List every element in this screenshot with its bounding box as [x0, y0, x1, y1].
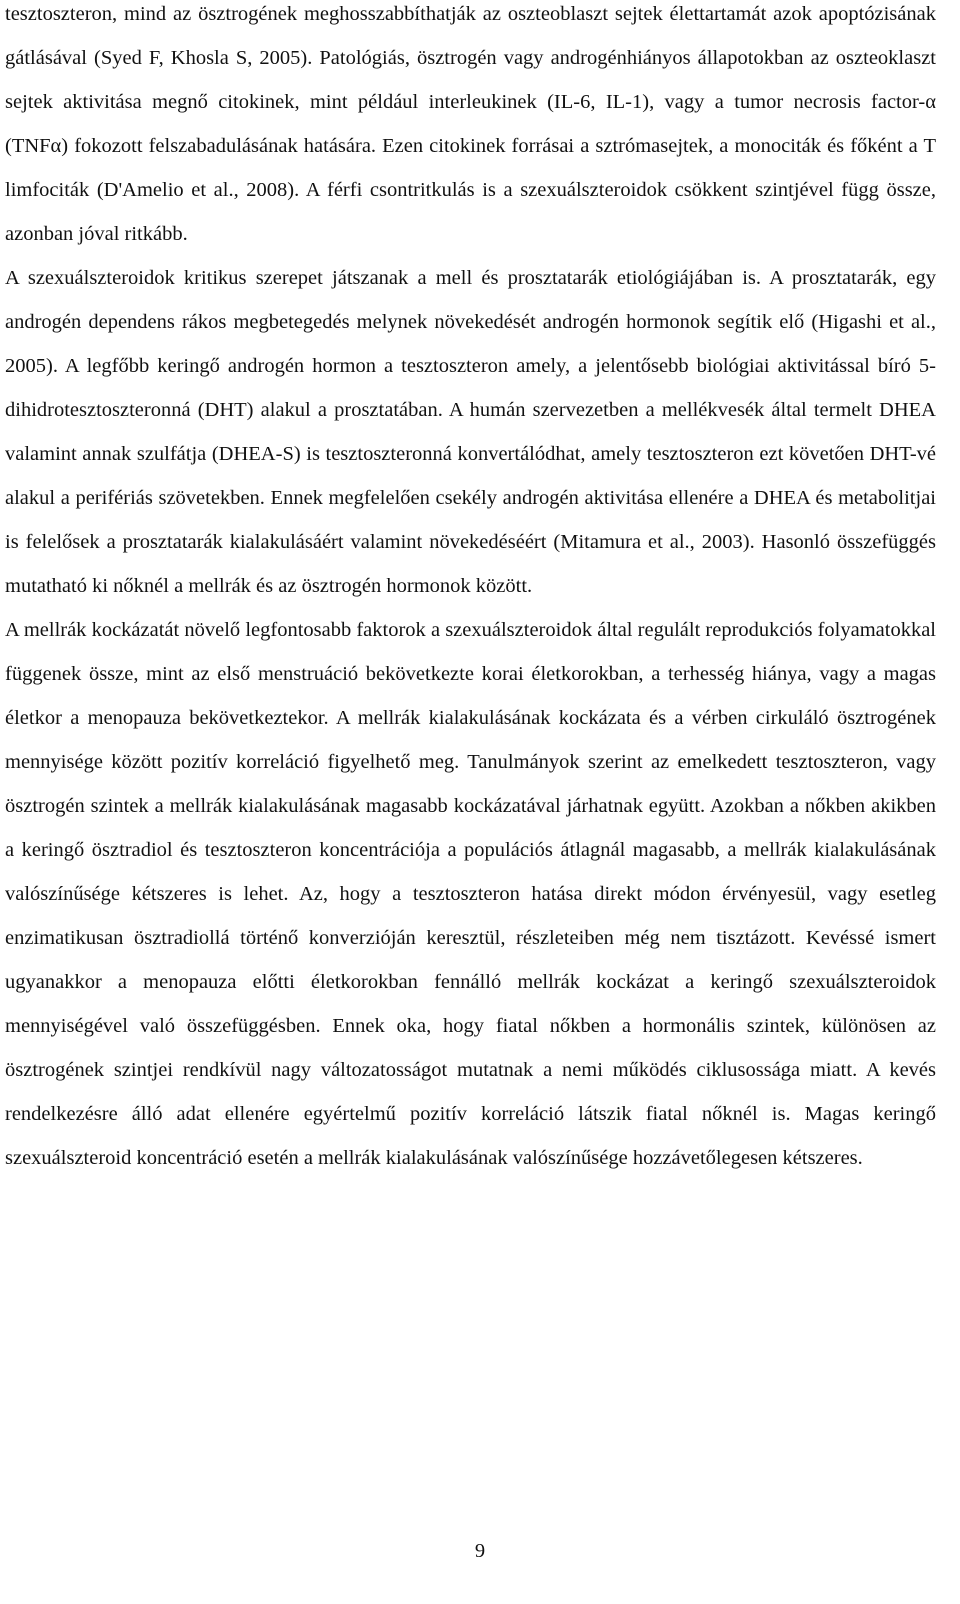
page-number: 9 [474, 1540, 486, 1562]
paragraph-prostate-cancer: A szexuálszteroidok kritikus szerepet játszanak a mell és prosztatarák etiológiájában is. A prosztatarák, egy androgén dependens rákos megbetegedés melynek növekedését androgén hormonok segítik elő (Higashi et al., 2005). A legfőbb keringő androgén hormon a tesztoszteron amely, a jelentősebb biológiai aktivitással bíró 5-dihidrotesztoszteronná (DHT) alakul a prosztatában. A humán szervezetben a mellékvesék által termelt DHEA valamint annak szulfátja (DHEA-S) is tesztoszteronná konvertálódhat, amely tesztoszteron ezt követően DHT-vé alakul a perifériás szövetekben. Ennek megfelelően csekély androgén aktivitása ellenére a DHEA és metabolitjai is felelősek a prosztatarák kialakulásáért valamint növekedéséért (Mitamura et al., 2003). Hasonló összefüggés mutatható ki nőknél a mellrák és az ösztrogén hormonok között. [5, 267, 936, 597]
paragraph-osteoporosis: tesztoszteron, mind az ösztrogének meghosszabbíthatják az oszteoblaszt sejtek élettartamát azok apoptózisának gátlásával (Syed F, Khosla S, 2005). Patológiás, ösztrogén vagy androgénhiányos állapotokban az oszteoklaszt sejtek aktivitása megnő citokinek, mint például interleukinek (IL-6, IL-1), vagy a tumor necrosis factor-α (TNFα) fokozott felszabadulásának hatására. Ezen citokinek forrásai a sztrómasejtek, a monociták és főként a T limfociták (D'Amelio et al., 2008). A férfi csontritkulás is a szexuálszteroidok csökkent szintjével függ össze, azonban jóval ritkább. [5, 3, 936, 245]
body-text [5, 0, 936, 1180]
paragraph-breast-cancer: A mellrák kockázatát növelő legfontosabb faktorok a szexuálszteroidok által regulált reprodukciós folyamatokkal függenek össze, mint az első menstruáció bekövetkezte korai életkorokban, a terhesség hiánya, vagy a magas életkor a menopauza bekövetkeztekor. A mellrák kialakulásának kockázata és a vérben cirkuláló ösztrogének mennyisége között pozitív korreláció figyelhető meg. Tanulmányok szerint az emelkedett tesztoszteron, vagy ösztrogén szintek a mellrák kialakulásának magasabb kockázatával járhatnak együtt. Azokban a nőkben akikben a keringő ösztradiol és tesztoszteron koncentrációja a populációs átlagnál magasabb, a mellrák kialakulásának valószínűsége kétszeres is lehet. Az, hogy a tesztoszteron hatása direkt módon érvényesül, vagy esetleg enzimatikusan ösztradiollá történő konverzióján keresztül, részleteiben még nem tisztázott. Kevéssé ismert ugyanakkor a menopauza előtti életkorokban fennálló mellrák kockázat a keringő szexuálszteroidok mennyiségével való összefüggésben. Ennek oka, hogy fiatal nőkben a hormonális szintek, különösen az ösztrogének szintjei rendkívül nagy változatosságot mutatnak a nemi működés ciklusossága miatt. A kevés rendelkezésre álló adat ellenére egyértelmű pozitív korreláció látszik fiatal nőknél is. Magas keringő szexuálszteroid koncentráció esetén a mellrák kialakulásának valószínűsége hozzávetőlegesen kétszeres. [5, 619, 936, 1169]
